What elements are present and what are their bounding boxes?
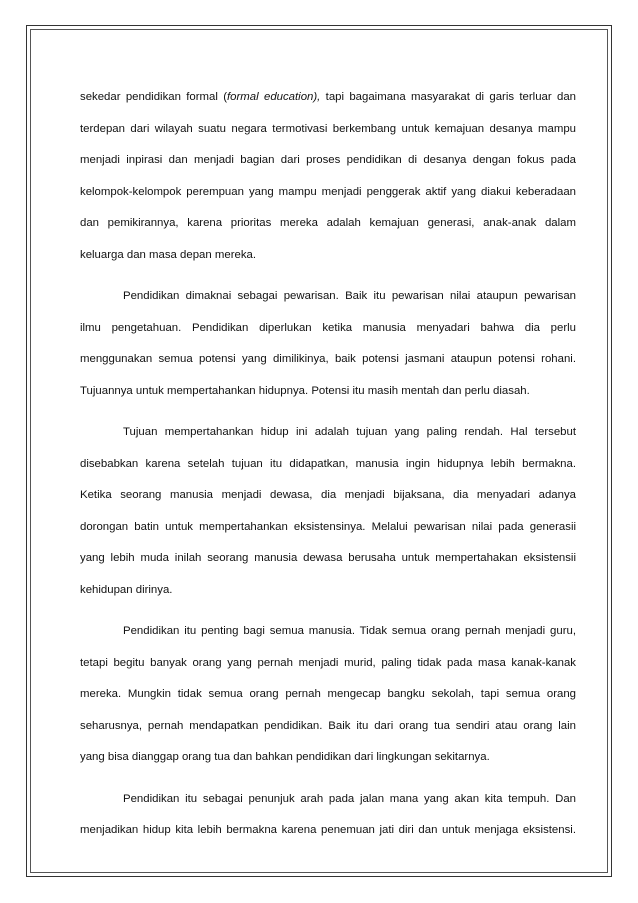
text-line <box>80 82 576 114</box>
paragraph-2 <box>80 281 576 407</box>
text-line: kelompok-kelompok perempuan yang mampu menjadi penggerak aktif yang diakui keberadaan <box>80 185 576 198</box>
italic-term: formal education), <box>227 91 321 103</box>
text-line: menjadikan hidup kita lebih bermakna karena penemuan jati diri dan untuk menjaga eksistensi. <box>80 824 576 836</box>
text-line: dorongan batin untuk mempertahankan eksistensinya. Melalui pewarisan nilai pada generasii <box>80 520 576 533</box>
text-line: Ketika seorang manusia menjadi dewasa, dia menjadi bijaksana, dia menyadari adanya <box>80 489 576 501</box>
text-line: disebabkan karena setelah tujuan itu didapatkan, manusia ingin hidupnya lebih bermakna. <box>80 457 576 470</box>
document-body <box>80 82 576 857</box>
text-line: keluarga dan masa depan mereka. <box>80 248 257 261</box>
text-line: dan pemikirannya, karena prioritas mereka adalah kemajuan generasi, anak-anak dalam <box>80 217 576 229</box>
paragraph-5 <box>80 784 576 847</box>
text-run: sekedar pendidikan formal ( <box>80 91 228 103</box>
text-line: yang lebih muda inilah seorang manusia dewasa berusaha untuk mempertahakan eksistensii <box>80 552 576 564</box>
text-line: kehidupan dirinya. <box>80 583 173 596</box>
text-line: mereka. Mungkin tidak semua orang pernah mengecap bangku sekolah, tapi semua orang <box>80 688 576 700</box>
paragraph-1 <box>80 82 576 271</box>
text-line: terdepan dari wilayah suatu negara termotivasi berkembang untuk kemajuan desanya mampu <box>80 122 576 135</box>
text-line: seharusnya, pernah mendapatkan pendidikan. Baik itu dari orang tua sendiri atau orang lain <box>80 719 576 732</box>
paragraph-4 <box>80 616 576 774</box>
text-line: yang bisa dianggap orang tua dan bahkan pendidikan dari lingkungan sekitarnya. <box>80 751 490 763</box>
text-line: Tujuan mempertahankan hidup ini adalah tujuan yang paling rendah. Hal tersebut <box>123 426 576 438</box>
text-line: ilmu pengetahuan. Pendidikan diperlukan ketika manusia menyadari bahwa dia perlu <box>80 321 576 334</box>
text-line: menggunakan semua potensi yang dimilikinya, baik potensi jasmani ataupun potensi rohani. <box>80 353 576 365</box>
text-line: Pendidikan dimaknai sebagai pewarisan. Baik itu pewarisan nilai ataupun pewarisan <box>123 290 576 302</box>
text-run: tapi bagaimana masyarakat di garis terluar dan <box>320 91 576 103</box>
text-line: Pendidikan itu penting bagi semua manusia. Tidak semua orang pernah menjadi guru, <box>123 625 576 637</box>
paragraph-3 <box>80 417 576 606</box>
text-line: menjadi inpirasi dan menjadi bagian dari proses pendidikan di desanya dengan fokus pada <box>80 154 576 166</box>
text-line: Pendidikan itu sebagai penunjuk arah pada jalan mana yang akan kita tempuh. Dan <box>123 792 576 805</box>
text-line: Tujuannya untuk mempertahankan hidupnya. Potensi itu masih mentah dan perlu diasah. <box>80 384 530 397</box>
text-line: tetapi begitu banyak orang yang pernah menjadi murid, paling tidak pada masa kanak-kanak <box>80 656 576 669</box>
